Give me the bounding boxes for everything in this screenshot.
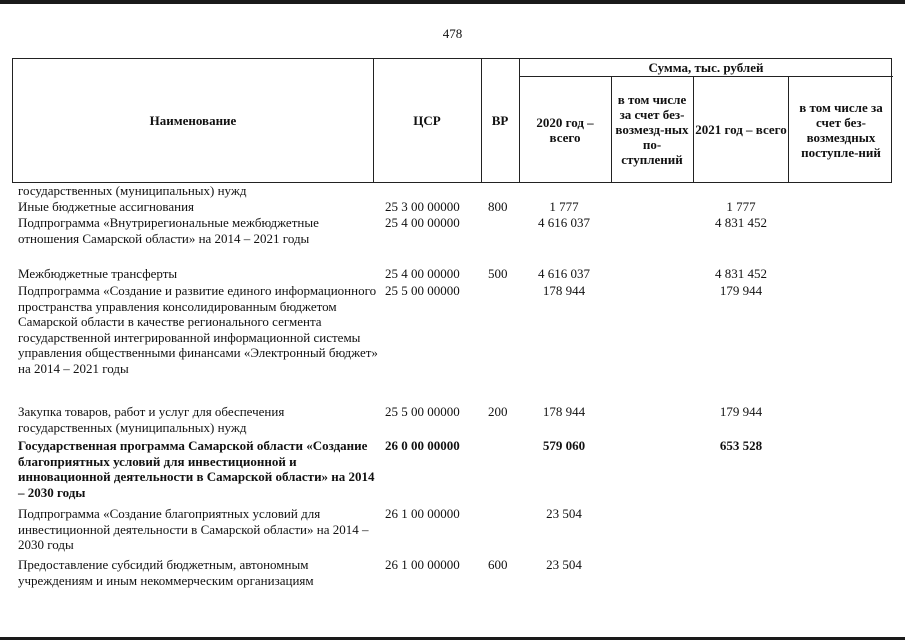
divider	[519, 59, 520, 182]
header-csr: ЦСР	[413, 113, 441, 128]
row-sum-2021: 179 944	[719, 283, 763, 298]
header-2021-free: в том числе за счет без-возмездных поступле-ний	[799, 99, 883, 160]
row-csr: 25 4 00 00000	[385, 266, 460, 281]
row-name: Иные бюджетные ассигнования	[18, 199, 195, 214]
row-name: государственных (муниципальных) нужд	[18, 183, 247, 198]
row-name: Подпрограмма «Создание благоприятных условий для инвестиционной деятельности в Самарской области» на 2014 – 2030 годы	[18, 506, 369, 552]
row-sum-2020: 1 777	[549, 199, 579, 214]
row-name: Закупка товаров, работ и услуг для обеспечения государственных (муниципальных) нужд	[18, 404, 285, 435]
row-sum-2021: 4 831 452	[715, 215, 767, 230]
row-sum-2020: 23 504	[546, 557, 582, 572]
row-csr: 25 3 00 00000	[385, 199, 460, 214]
row-name: Подпрограмма «Создание и развитие единого информационного пространства управления консолидированным бюджетом Самарской области в качестве регионального сегмента государственной интегрированной информационной системы управления общественными финансами «Электронный бюджет» на 2014 – 2021 годы	[18, 283, 378, 376]
top-border	[0, 0, 905, 4]
row-csr: 26 1 00 00000	[385, 557, 460, 572]
row-sum-2021: 653 528	[719, 438, 763, 453]
row-name: Межбюджетные трансферты	[18, 266, 178, 281]
row-sum-2020: 23 504	[546, 506, 582, 521]
row-name: Предоставление субсидий бюджетным, автономным учреждениям и иным некоммерческим организациям	[18, 557, 314, 588]
row-sum-2021: 1 777	[726, 199, 756, 214]
row-vr: 600	[488, 557, 508, 572]
row-csr: 26 0 00 00000	[385, 438, 460, 453]
row-vr: 800	[488, 199, 508, 214]
row-csr: 25 4 00 00000	[385, 215, 460, 230]
row-csr: 26 1 00 00000	[385, 506, 460, 521]
divider	[611, 76, 612, 182]
row-vr: 200	[488, 404, 508, 419]
row-sum-2020: 4 616 037	[538, 215, 590, 230]
row-name: Подпрограмма «Внутрирегиональные межбюджетные отношения Самарской области» на 2014 – 2021 годы	[18, 215, 319, 246]
table-header	[12, 58, 892, 183]
row-sum-2020: 178 944	[542, 404, 586, 419]
row-sum-2020: 579 060	[542, 438, 586, 453]
row-sum-2020: 4 616 037	[538, 266, 590, 281]
divider	[693, 76, 694, 182]
header-vr: ВР	[491, 113, 509, 128]
row-name: Государственная программа Самарской области «Создание благоприятных условий для инвестиционной и инновационной деятельности в Самарской области» на 2014 – 2030 годы	[18, 438, 375, 500]
header-name: Наименование	[149, 113, 237, 128]
header-2020-total: 2020 год – всего	[536, 114, 594, 145]
divider	[788, 76, 789, 182]
row-sum-2020: 178 944	[542, 283, 586, 298]
row-sum-2021: 4 831 452	[715, 266, 767, 281]
page-number: 478	[442, 26, 463, 41]
row-csr: 25 5 00 00000	[385, 404, 460, 419]
row-sum-2021: 179 944	[719, 404, 763, 419]
header-2021-total: 2021 год – всего	[695, 122, 787, 137]
header-sum-group: Сумма, тыс. рублей	[648, 60, 764, 75]
row-vr: 500	[488, 266, 508, 281]
header-2020-free: в том числе за счет без-возмезд-ных по-ступлений	[615, 92, 689, 167]
row-csr: 25 5 00 00000	[385, 283, 460, 298]
